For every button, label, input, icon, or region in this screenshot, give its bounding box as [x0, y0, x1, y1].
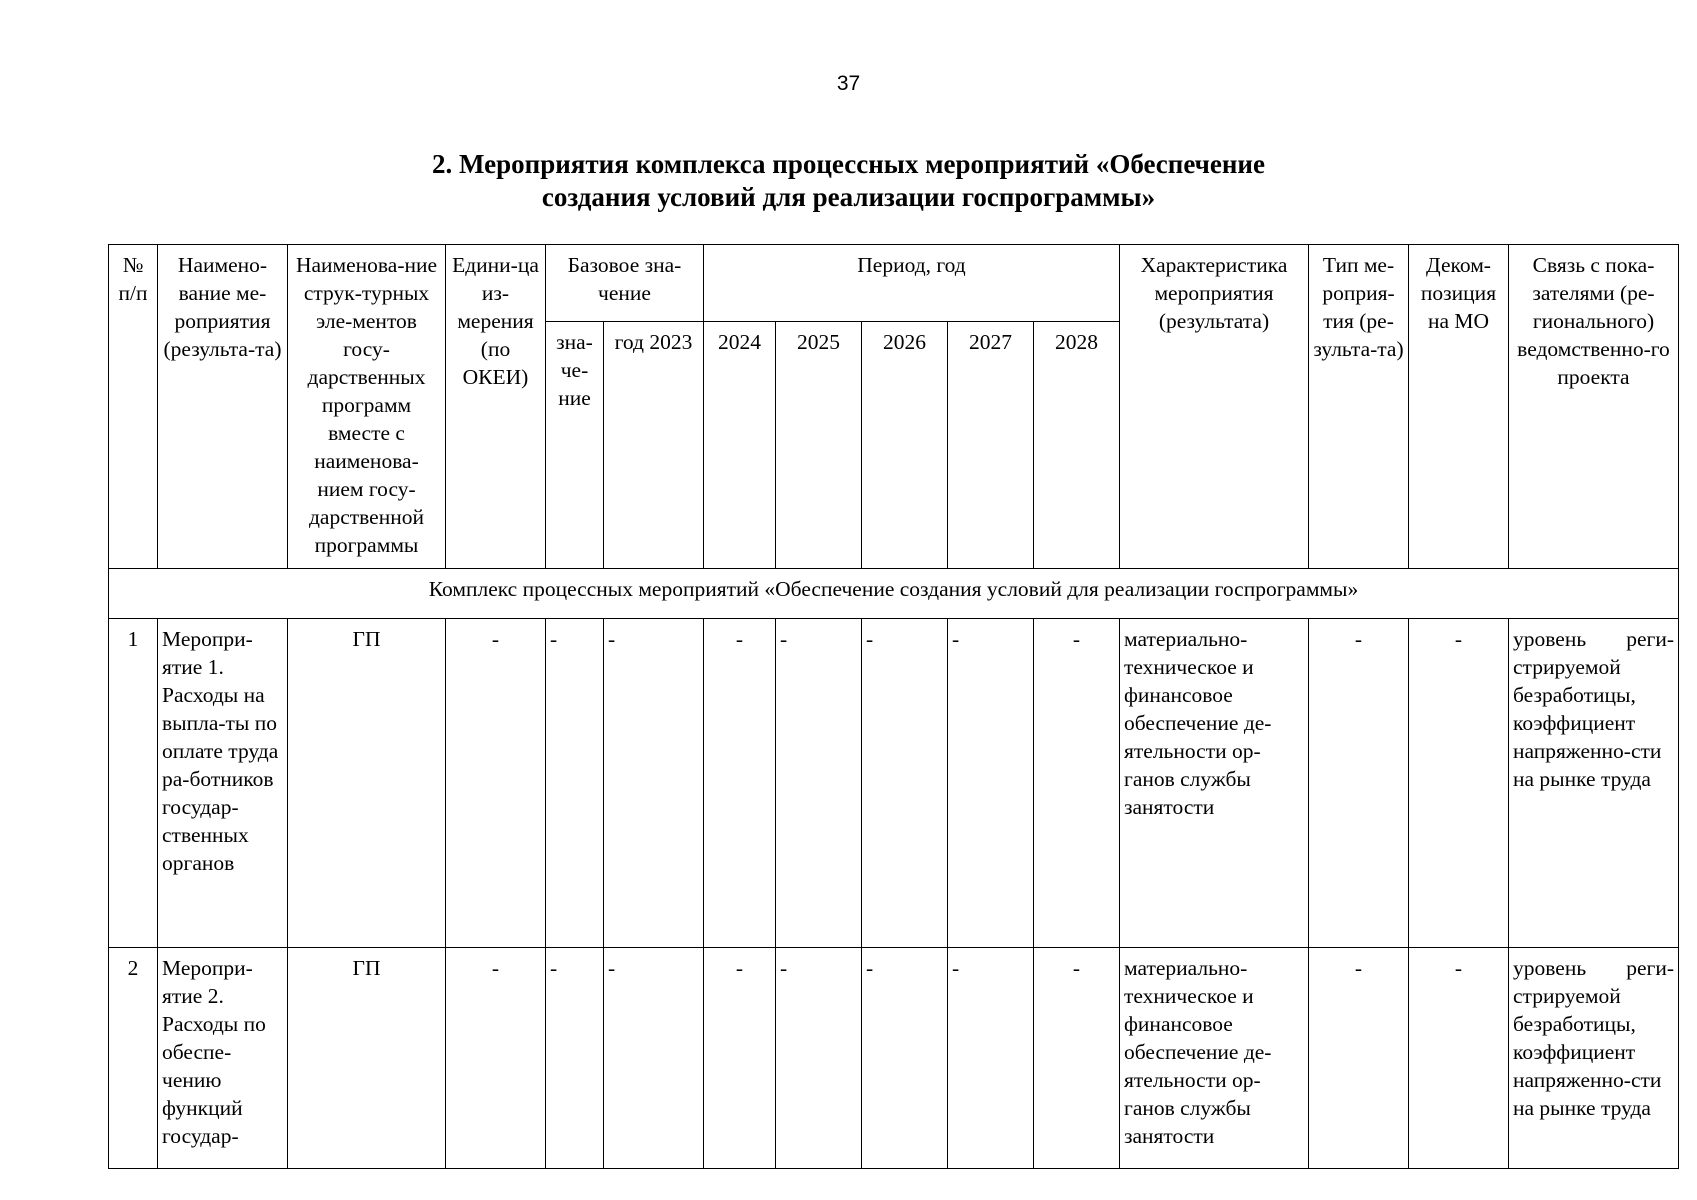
row-year-2024: -: [704, 619, 776, 948]
section-title: Комплекс процессных мероприятий «Обеспечение создания условий для реализации госпрограммы»: [109, 569, 1679, 619]
header-name: Наимено-вание ме-роприятия (результа-та): [158, 245, 288, 569]
row-year-2028: -: [1034, 948, 1120, 1169]
section-row: [109, 569, 1679, 619]
header-unit: Едини-ца из-мерения (по ОКЕИ): [446, 245, 546, 569]
document-title: [0, 148, 1697, 214]
header-characteristic: Характеристика мероприятия (результата): [1120, 245, 1309, 569]
row-year-2026: -: [862, 948, 948, 1169]
row-characteristic: материально-техническое и финансовое обеспечение де-ятельности ор-ганов службы занятости: [1120, 948, 1309, 1169]
row-base-year: -: [604, 948, 704, 1169]
row-base-year: -: [604, 619, 704, 948]
row-unit: -: [446, 948, 546, 1169]
row-year-2027: -: [948, 619, 1034, 948]
row-year-2024: -: [704, 948, 776, 1169]
row-name: Меропри-ятие 1. Расходы на выпла-ты по оплате труда ра-ботников государ-ственных органов: [158, 619, 288, 948]
row-year-2026: -: [862, 619, 948, 948]
row-struct: ГП: [288, 619, 446, 948]
row-type: -: [1309, 948, 1409, 1169]
row-struct: ГП: [288, 948, 446, 1169]
header-year-2028: 2028: [1034, 322, 1120, 569]
header-base-year: год 2023: [604, 322, 704, 569]
title-line-1: 2. Мероприятия комплекса процессных мероприятий «Обеспечение: [432, 149, 1265, 179]
header-year-2024: 2024: [704, 322, 776, 569]
row-num: 2: [109, 948, 158, 1169]
header-period: Период, год: [704, 245, 1120, 322]
row-year-2027: -: [948, 948, 1034, 1169]
page-number: 37: [836, 72, 861, 95]
row-characteristic: материально-техническое и финансовое обеспечение де-ятельности ор-ганов службы занятости: [1120, 619, 1309, 948]
header-base: Базовое зна-чение: [546, 245, 704, 322]
row-year-2028: -: [1034, 619, 1120, 948]
activities-table: [108, 244, 1679, 1169]
row-year-2025: -: [776, 619, 862, 948]
row-type: -: [1309, 619, 1409, 948]
row-unit: -: [446, 619, 546, 948]
header-year-2026: 2026: [862, 322, 948, 569]
header-year-2027: 2027: [948, 322, 1034, 569]
header-decomp: Деком-позиция на МО: [1409, 245, 1509, 569]
row-name: Меропри-ятие 2. Расходы по обеспе-чению функций государ-: [158, 948, 288, 1169]
header-type: Тип ме-роприя-тия (ре-зульта-та): [1309, 245, 1409, 569]
header-num: № п/п: [109, 245, 158, 569]
row-decomp: -: [1409, 619, 1509, 948]
header-row-1: [109, 245, 1679, 322]
row-base-value: -: [546, 619, 604, 948]
header-base-value: зна-че-ние: [546, 322, 604, 569]
table-row: [109, 948, 1679, 1169]
header-struct: Наименова-ние струк-турных эле-ментов госу-дарственных программ вместе с наименова-нием госу-дарственной программы: [288, 245, 446, 569]
header-link: Связь с пока-зателями (ре-гионального) ведомственно-го проекта: [1509, 245, 1679, 569]
row-base-value: -: [546, 948, 604, 1169]
row-link: уровень реги-стрируемой безработицы, коэффициент напряженно-сти на рынке труда: [1509, 948, 1679, 1169]
title-line-2: создания условий для реализации госпрограммы»: [541, 182, 1156, 212]
row-num: 1: [109, 619, 158, 948]
row-year-2025: -: [776, 948, 862, 1169]
row-link: уровень реги-стрируемой безработицы, коэффициент напряженно-сти на рынке труда: [1509, 619, 1679, 948]
header-year-2025: 2025: [776, 322, 862, 569]
row-decomp: -: [1409, 948, 1509, 1169]
table-row: [109, 619, 1679, 948]
